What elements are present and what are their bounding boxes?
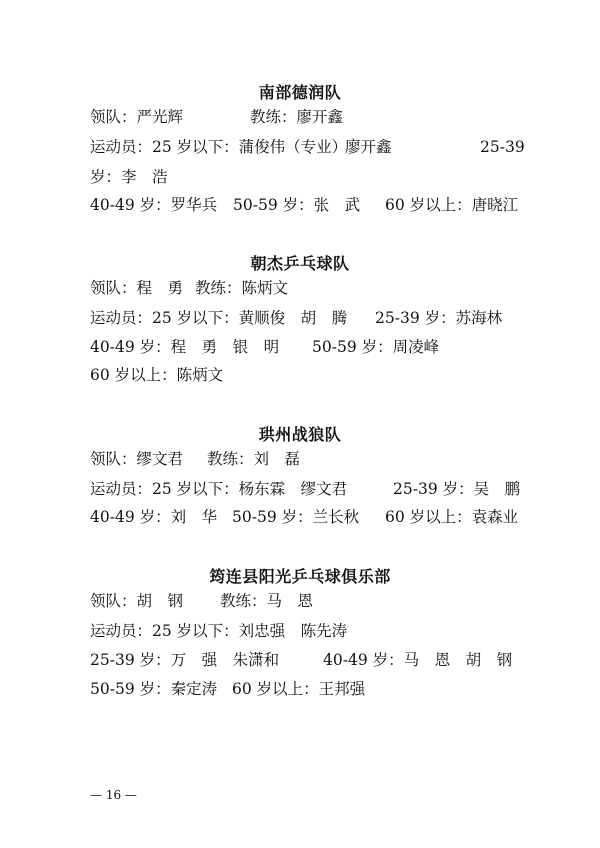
leader: 领队：程 勇 (90, 279, 184, 297)
page-number: — 16 — (90, 788, 137, 802)
athlete-group: 60 岁以上：王邦强 (232, 680, 366, 698)
athlete-group: 岁：李 浩 (90, 168, 168, 186)
athlete-group: 50-59 岁：兰长秋 (232, 508, 360, 526)
athlete-group: 运动员：25 岁以下：黄顺俊 胡 腾 (90, 309, 348, 327)
athlete-group: 廖开鑫 (345, 138, 392, 156)
coach: 教练：刘 磊 (207, 450, 301, 468)
athlete-group: 25-39 岁：苏海林 (375, 309, 503, 327)
athlete-group: 60 岁以上：唐晓江 (385, 196, 519, 214)
coach: 教练：马 恩 (220, 592, 314, 610)
athlete-group: 40-49 岁：刘 华 (90, 508, 218, 526)
athlete-group: 25-39 (480, 138, 525, 156)
coach: 教练：陈炳文 (195, 279, 289, 297)
leader: 领队：胡 钢 (90, 592, 184, 610)
athlete-group: 25-39 岁：万 强 朱潇和 (90, 651, 280, 669)
athlete-group: 运动员：25 岁以下：蒲俊伟（专业） (90, 138, 348, 156)
athlete-group: 60 岁以上：袁森业 (385, 508, 519, 526)
athlete-group: 50-59 岁：秦定涛 (90, 680, 218, 698)
coach: 教练：廖开鑫 (250, 108, 344, 126)
athlete-group: 60 岁以上：陈炳文 (90, 366, 224, 384)
athlete-group: 40-49 岁：罗华兵 (90, 196, 218, 214)
athlete-group: 运动员：25 岁以下：杨东霖 缪文君 (90, 480, 348, 498)
athlete-group: 50-59 岁：周凌峰 (312, 338, 440, 356)
leader: 领队：严光辉 (90, 108, 184, 126)
athlete-group: 运动员：25 岁以下：刘忠强 陈先涛 (90, 622, 348, 640)
athlete-group: 40-49 岁：程 勇 银 明 (90, 338, 280, 356)
athlete-group: 25-39 岁：吴 鹏 (393, 480, 521, 498)
leader: 领队：缪文君 (90, 450, 184, 468)
team-title: 珙州战狼队 (258, 425, 342, 444)
team-title: 筠连县阳光乒乓球俱乐部 (209, 567, 391, 586)
athlete-group: 50-59 岁：张 武 (233, 196, 361, 214)
athlete-group: 40-49 岁：马 恩 胡 钢 (323, 651, 513, 669)
team-title: 南部德润队 (258, 83, 342, 102)
team-title: 朝杰乒乓球队 (250, 254, 350, 273)
